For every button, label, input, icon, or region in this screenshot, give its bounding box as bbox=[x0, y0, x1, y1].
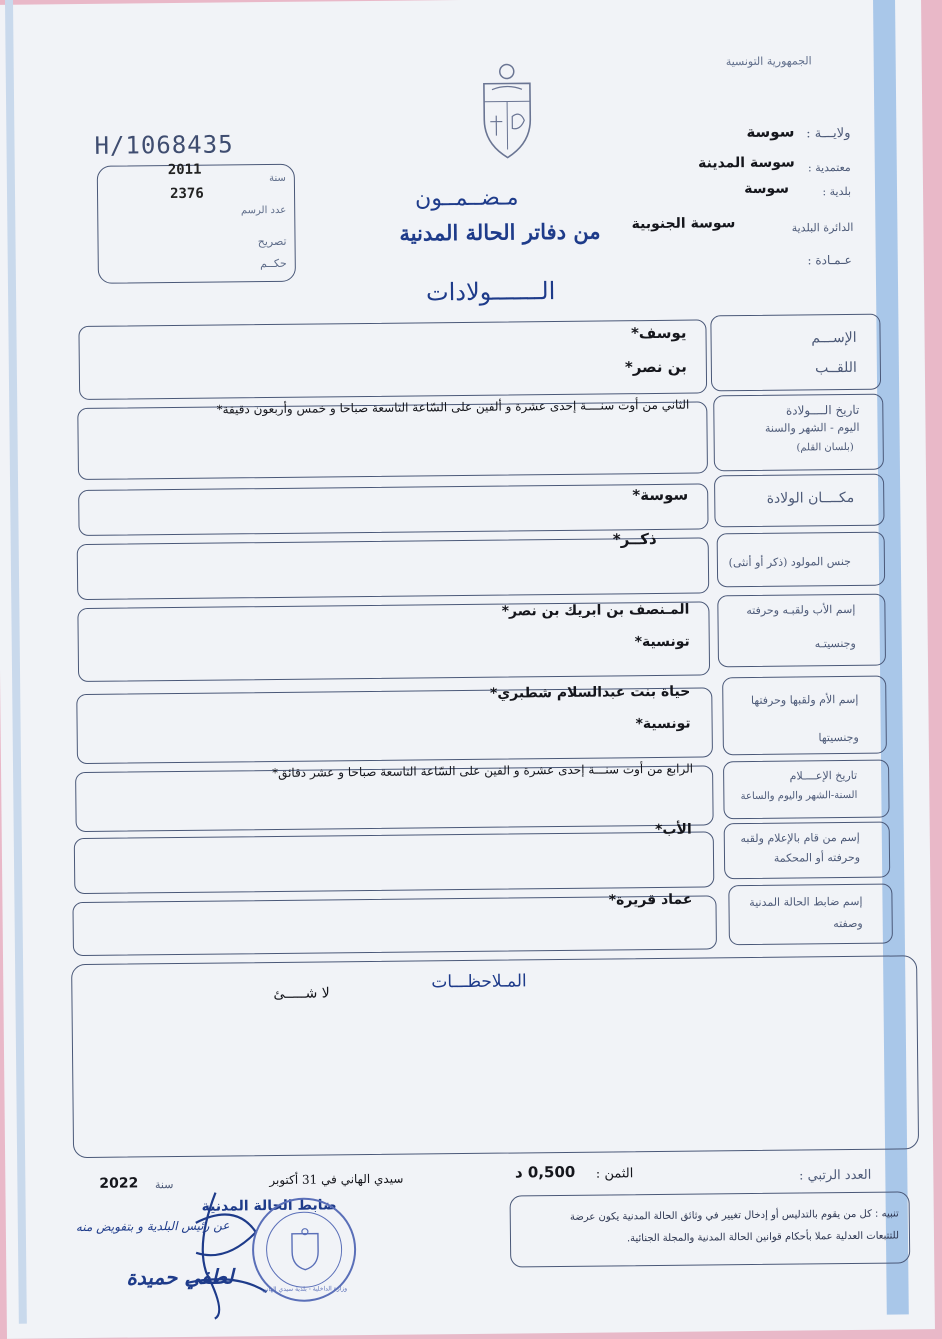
document-title: مـضــمــون bbox=[415, 185, 519, 211]
baladia-label: بلدية : bbox=[822, 182, 851, 202]
wilaya-value: سوسة bbox=[746, 123, 794, 142]
sex-value: ذكــر* bbox=[613, 530, 657, 548]
judgment-label: حكــم bbox=[260, 257, 287, 270]
year-label: سنة bbox=[155, 1175, 174, 1195]
mother-label: إسم الأم ولقبها وحرفتها bbox=[751, 690, 859, 711]
birth-date-value: الثاني من أوت سنــــة إحدى عشرة و ألفين على السّاعة التاسعة صباحا و خمس وأربعون دقيقة* bbox=[109, 398, 689, 418]
surname-value: بن نصر* bbox=[625, 358, 687, 377]
father-name-value: المـنصف بن ابريك بن نصر* bbox=[502, 602, 690, 620]
birth-date-sublabel: اليوم - الشهر والسنة bbox=[765, 418, 860, 439]
birth-place-value: سوسة* bbox=[632, 486, 688, 505]
serial-number: H/1068435 bbox=[94, 130, 233, 159]
stamp-text: وزارة الداخلية - بلدية سيدي الهاني bbox=[256, 1285, 352, 1293]
document-subtitle: من دفاتر الحالة المدنية bbox=[399, 219, 600, 246]
birth-place-value-box bbox=[78, 483, 708, 536]
record-year-label: سنة bbox=[269, 173, 286, 184]
remarks-value: لا شـــــئ bbox=[273, 985, 330, 1002]
mootamadia-value: سوسة المدينة bbox=[698, 155, 795, 172]
name-value-box bbox=[78, 319, 707, 400]
record-reference-box bbox=[97, 164, 296, 284]
name-label-box bbox=[710, 314, 881, 392]
warning-line-1: تنبيه : كل من يقوم بالتدليس أو إدخال تغيير في وثائق الحالة المدنية يكون عرضة bbox=[515, 1208, 899, 1223]
mother-label-box bbox=[722, 676, 887, 756]
declaration-date-value: الرابع من أوت سنـــة إحدى عشرة و الفين على السّاعة التاسعة صباحا و عشر دقائق* bbox=[133, 762, 693, 782]
declarant-value: الأب* bbox=[655, 822, 692, 838]
daira-value: سوسة الجنوبية bbox=[632, 215, 736, 232]
declarant-value-box bbox=[74, 831, 715, 894]
record-number: 2376 bbox=[170, 186, 204, 202]
mootamadia-label: معتمدية : bbox=[808, 158, 851, 178]
declarant-label: إسم من قام بالإعلام ولقبه bbox=[740, 828, 860, 849]
birth-date-label: تاريخ الــــولادة bbox=[786, 400, 860, 421]
omada-label: عـمـادة : bbox=[807, 250, 851, 270]
first-name-value: يوسف* bbox=[631, 324, 687, 343]
officer-title: ضابط الحالة المدنية bbox=[202, 1197, 337, 1214]
mother-label-nationality: وجنسيتها bbox=[818, 728, 859, 748]
mother-name-value: حياة بنت عبدالسلام شطبري* bbox=[490, 684, 690, 702]
sex-label: جنس المولود (ذكر أو أنثى) bbox=[729, 552, 851, 573]
surname-label: اللقــب bbox=[815, 358, 857, 378]
father-label: إسم الأب ولقبـه وحرفته bbox=[746, 600, 855, 621]
section-title-births: الـــــــولادات bbox=[426, 277, 556, 306]
officer-value: عماد قريرة* bbox=[609, 892, 693, 909]
republic-label: الجمهورية التونسية bbox=[726, 54, 812, 68]
record-number-label: عدد الرسم bbox=[241, 205, 286, 216]
stamp-emblem-icon bbox=[288, 1228, 322, 1272]
officer-label-2: وصفته bbox=[833, 914, 863, 934]
ordinal-number-label: العدد الرتبي : bbox=[799, 1166, 871, 1187]
daira-label: الدائرة البلدية bbox=[792, 218, 854, 239]
wilaya-label: ولايـــة : bbox=[806, 124, 850, 144]
place-date: سيدي الهاني في 31 أكتوبر bbox=[269, 1169, 403, 1190]
remarks-label: المـلاحظـــات bbox=[431, 971, 527, 992]
warning-line-2: للتتبعات العدلية عملا بأحكام قوانين الحالة المدنية والمجلة الجنائية. bbox=[515, 1230, 899, 1245]
father-label-nationality: وجنسيتـه bbox=[815, 634, 856, 654]
year-value: 2022 bbox=[99, 1175, 138, 1191]
father-nationality-value: تونسية* bbox=[635, 634, 690, 651]
birth-date-in-words-label: (بلسان القلم) bbox=[796, 438, 853, 459]
mother-nationality-value: تونسية* bbox=[635, 716, 690, 733]
birth-place-label: مكــــان الولادة bbox=[767, 488, 855, 509]
declarant-label-2: وحرفته أو المحكمة bbox=[774, 848, 860, 869]
warning-box bbox=[510, 1191, 911, 1267]
officer-delegation: عن رئيس البلدية و بتفويض منه bbox=[76, 1218, 230, 1234]
coat-of-arms-emblem bbox=[472, 61, 543, 162]
declaration-date-label: تاريخ الإعــــلام bbox=[790, 766, 858, 787]
price-value: 0,500 د bbox=[515, 1163, 576, 1182]
signature-name: لطفي حميدة bbox=[126, 1264, 233, 1289]
first-name-label: الإســـم bbox=[811, 328, 856, 348]
officer-label: إسم ضابط الحالة المدنية bbox=[749, 892, 862, 913]
baladia-value: سوسة bbox=[744, 181, 789, 197]
declaration-date-sublabel: السنة-الشهر واليوم والساعة bbox=[741, 786, 858, 807]
price-label: الثمن : bbox=[596, 1164, 634, 1184]
record-year: 2011 bbox=[168, 162, 202, 178]
official-stamp bbox=[252, 1197, 357, 1302]
declaration-label: تصريح bbox=[258, 235, 287, 248]
